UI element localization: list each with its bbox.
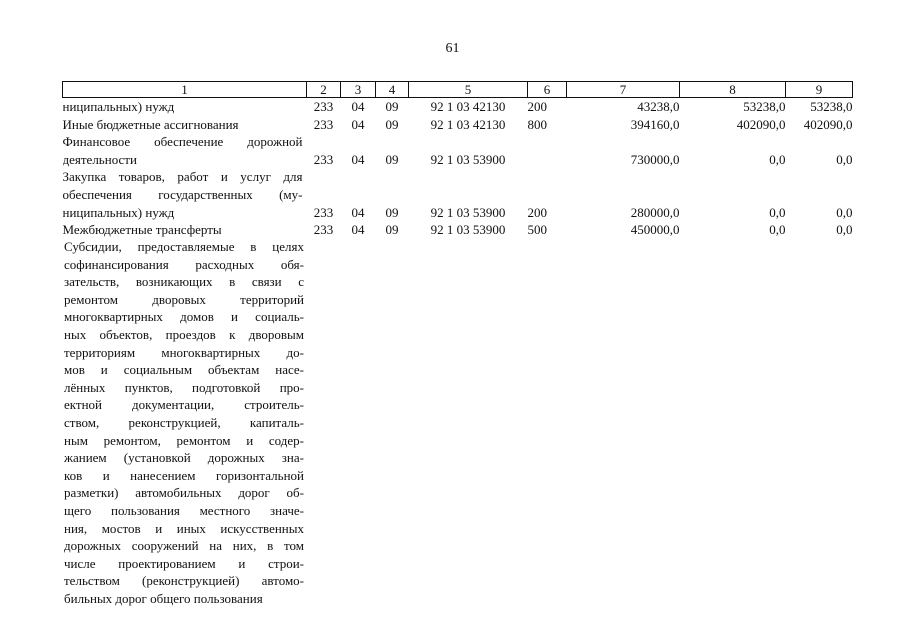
expense-type: 200 <box>527 99 547 114</box>
amount-year-1: 280000,0 <box>630 204 680 220</box>
expense-type: 200 <box>527 204 547 220</box>
subsidy-line: мов и социальным объектам насе- <box>64 362 304 378</box>
code-grbs: 233 <box>313 204 334 220</box>
code-section: 04 <box>351 99 365 114</box>
code-grbs: 233 <box>313 116 334 132</box>
subsidy-description <box>64 238 304 607</box>
expense-type: 500 <box>527 222 547 238</box>
description-line: Финансовое обеспечение дорожной <box>62 134 303 150</box>
description-line: ниципальных) нужд <box>62 204 175 220</box>
amount-year-3: 0,0 <box>836 151 853 167</box>
code-subsection: 09 <box>385 151 399 167</box>
row-description <box>63 168 307 221</box>
header-col-8: 8 <box>680 82 786 98</box>
subsidy-line: жанием (установкой дорожных зна- <box>64 450 304 466</box>
table-row <box>63 221 853 239</box>
subsidy-line: ством, реконструкцией, капиталь- <box>64 414 304 430</box>
code-subsection: 09 <box>385 204 399 220</box>
amount-year-3: 53238,0 <box>810 99 853 114</box>
subsidy-line: ков и нанесением горизонтальной <box>64 467 304 483</box>
subsidy-line: многоквартирных домов и социаль- <box>64 309 304 325</box>
amount-year-2: 53238,0 <box>743 99 786 114</box>
subsidy-line: зательств, возникающих в связи с <box>64 274 304 290</box>
amount-year-2: 0,0 <box>769 151 786 167</box>
amount-year-3: 0,0 <box>836 204 853 220</box>
expense-type: 800 <box>527 116 547 132</box>
code-subsection: 09 <box>385 116 399 132</box>
code-section: 04 <box>351 151 365 167</box>
header-col-6: 6 <box>528 82 567 98</box>
row-description <box>63 133 307 168</box>
row-description <box>63 116 307 134</box>
subsidy-line: ния, мостов и иных искусственных <box>64 520 304 536</box>
description-line: обеспечения государственных (му- <box>62 186 303 202</box>
header-col-9: 9 <box>786 82 853 98</box>
code-grbs: 233 <box>313 222 334 238</box>
code-subsection: 09 <box>385 99 399 114</box>
budget-table <box>62 81 853 239</box>
subsidy-line: ектной документации, строитель- <box>64 397 304 413</box>
subsidy-line: ных объектов, проездов к дворовым <box>64 326 304 342</box>
amount-year-1: 394160,0 <box>630 116 680 132</box>
table-body <box>63 82 853 239</box>
target-article: 92 1 03 53900 <box>430 151 506 167</box>
code-section: 04 <box>351 222 365 238</box>
header-col-5: 5 <box>409 82 528 98</box>
table-row <box>63 98 853 116</box>
subsidy-line: территориям многоквартирных до- <box>64 344 304 360</box>
description-line: деятельности <box>62 151 137 167</box>
code-grbs: 233 <box>313 151 334 167</box>
header-col-2: 2 <box>307 82 341 98</box>
table-row <box>63 116 853 134</box>
code-subsection: 09 <box>385 222 399 238</box>
header-col-1: 1 <box>63 82 307 98</box>
subsidy-line: разметки) автомобильных дорог об- <box>64 485 304 501</box>
amount-year-1: 43238,0 <box>637 99 680 114</box>
page-number: 61 <box>445 41 460 56</box>
expense-type <box>528 133 567 168</box>
table-row <box>63 133 853 168</box>
subsidy-line: лённых пунктов, подготовкой про- <box>64 379 304 395</box>
table-header-row <box>63 82 853 98</box>
subsidy-line: софинансирования расходных обя- <box>64 256 304 272</box>
amount-year-2: 0,0 <box>769 222 786 238</box>
description-line: Иные бюджетные ассигнования <box>62 116 239 132</box>
amount-year-1: 450000,0 <box>630 222 680 238</box>
table-row <box>63 168 853 221</box>
subsidy-line: ным ремонтом, ремонтом и содер- <box>64 432 304 448</box>
description-line: Закупка товаров, работ и услуг для <box>62 169 303 185</box>
amount-year-2: 402090,0 <box>736 116 786 132</box>
code-section: 04 <box>351 116 365 132</box>
description-line: ниципальных) нужд <box>62 99 175 114</box>
target-article: 92 1 03 42130 <box>430 99 506 114</box>
header-col-3: 3 <box>341 82 376 98</box>
subsidy-line: числе проектированием и строи- <box>64 555 304 571</box>
subsidy-line: ремонтом дворовых территорий <box>64 291 304 307</box>
amount-year-3: 402090,0 <box>803 116 853 132</box>
description-line: Межбюджетные трансферты <box>62 222 222 238</box>
subsidy-line: дорожных сооружений на них, в том <box>64 538 304 554</box>
subsidy-line: бильных дорог общего пользования <box>64 590 263 606</box>
code-grbs: 233 <box>313 99 334 114</box>
row-description <box>63 98 307 116</box>
subsidy-line: щего пользования местного значе- <box>64 502 304 518</box>
target-article: 92 1 03 42130 <box>430 116 506 132</box>
row-description <box>63 221 307 239</box>
target-article: 92 1 03 53900 <box>430 204 506 220</box>
subsidy-line: тельством (реконструкцией) автомо- <box>64 573 304 589</box>
header-col-4: 4 <box>376 82 409 98</box>
target-article: 92 1 03 53900 <box>430 222 506 238</box>
subsidy-line: Субсидии, предоставляемые в целях <box>64 239 304 254</box>
amount-year-3: 0,0 <box>836 222 853 238</box>
amount-year-1: 730000,0 <box>630 151 680 167</box>
code-section: 04 <box>351 204 365 220</box>
header-col-7: 7 <box>567 82 680 98</box>
amount-year-2: 0,0 <box>769 204 786 220</box>
